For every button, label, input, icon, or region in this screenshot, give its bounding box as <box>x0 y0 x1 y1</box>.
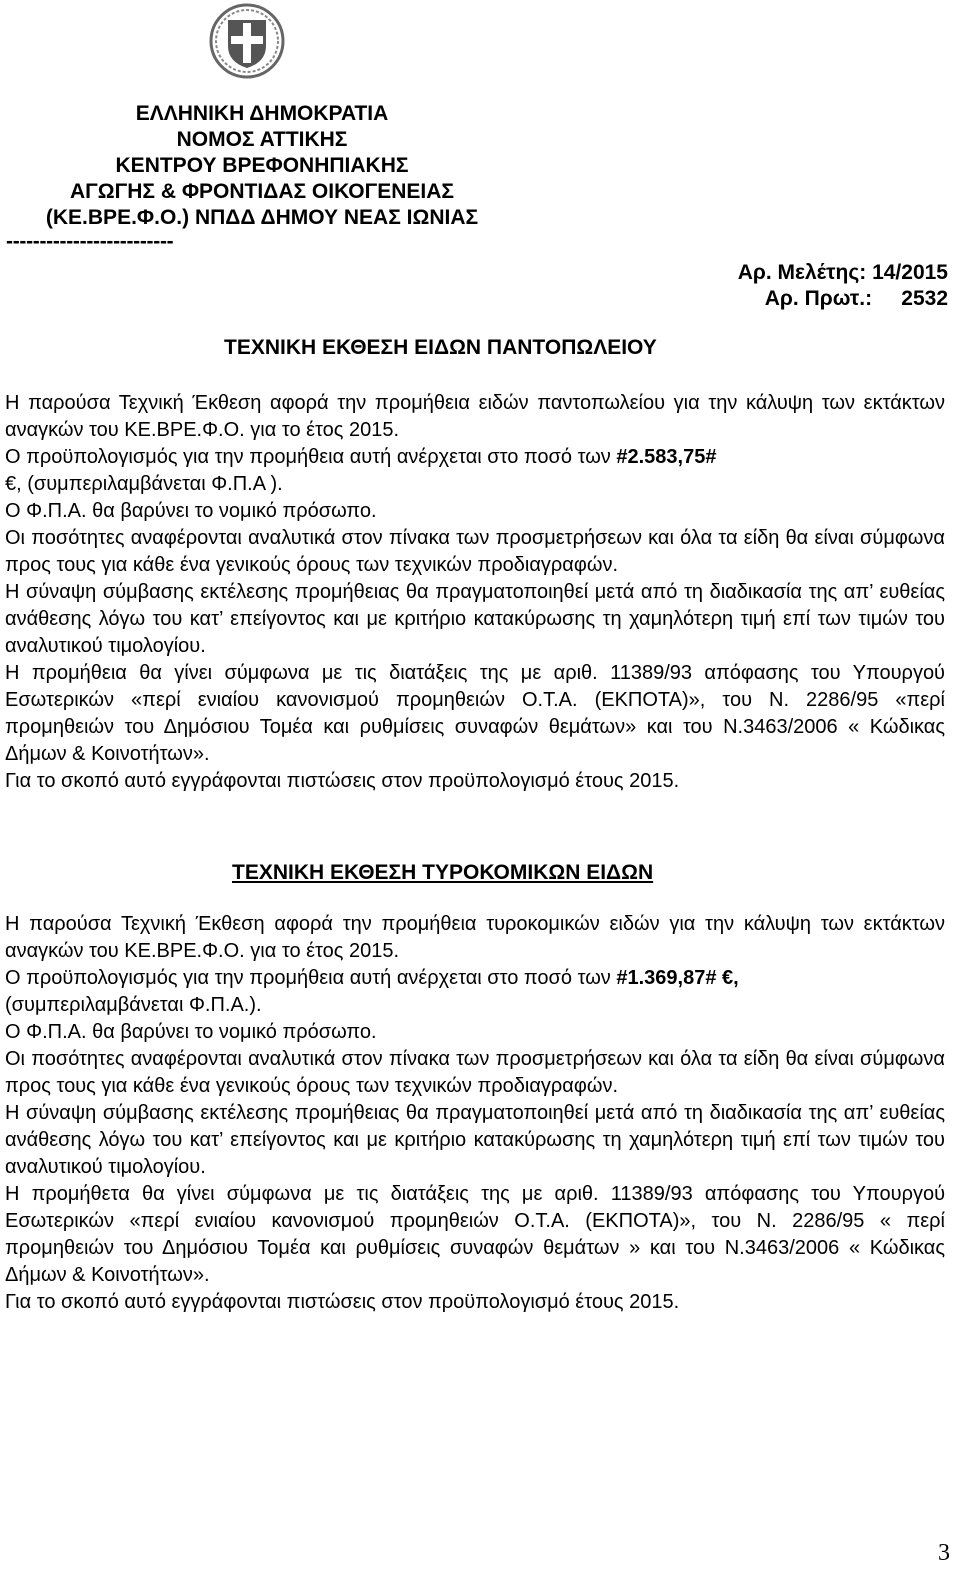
section1-body <box>5 390 945 795</box>
section1-paragraph-6: Η προμήθεια θα γίνει σύμφωνα με τις διατάξεις της με αριθ. 11389/93 απόφασης του Υπουργού Εσωτερικών «περί ενιαίου κανονισμού προμηθειών Ο.Τ.Α. (ΕΚΠΟΤΑ)», του Ν. 2286/95 «περί προμηθειών του Δημόσιου Τομέα και ρυθμίσεις συναφών θεμάτων» και του Ν.3463/2006 « Κώδικας Δήμων & Κοινοτήτων». <box>5 662 945 765</box>
section1-paragraph-5: Η σύναψη σύμβασης εκτέλεσης προμήθειας θα πραγματοποιηθεί μετά από τη διαδικασία της απ’ ευθείας ανάθεσης λόγω του κατ’ επείγοντος και με κριτήριο κατακύρωσης τη χαμηλότερη τιμή επί των τιμών του αναλυτικού τιμολογίου. <box>5 581 945 657</box>
section2-title: ΤΕΧΝΙΚΗ ΕΚΘΕΣΗ ΤΥΡΟΚΟΜΙΚΩΝ ΕΙΔΩΝ <box>232 861 654 884</box>
section2-paragraph-1: Η παρούσα Τεχνική Έκθεση αφορά την προμήθεια τυροκομικών ειδών για την κάλυψη των εκτάκτων αναγκών του ΚΕ.ΒΡΕ.Φ.Ο. για το έτος 2015. <box>5 913 945 962</box>
header-country: ΕΛΛΗΝΙΚΗ ΔΗΜΟΚΡΑΤΙΑ <box>135 102 389 125</box>
section1-paragraph-1: Η παρούσα Τεχνική Έκθεση αφορά την προμήθεια ειδών παντοπωλείου για την κάλυψη των εκτάκτων αναγκών του ΚΕ.ΒΡΕ.Φ.Ο. για το έτος 2015. <box>5 392 945 441</box>
study-number: Αρ. Μελέτης: 14/2015 <box>737 261 948 284</box>
section2-paragraph-3: Ο Φ.Π.Α. θα βαρύνει το νομικό πρόσωπο. <box>5 1021 377 1043</box>
section1-paragraph-7: Για το σκοπό αυτό εγγράφονται πιστώσεις στον προϋπολογισμό έτους 2015. <box>5 770 680 792</box>
section1-budget-paragraph <box>5 444 945 498</box>
section1-paragraph-3: Ο Φ.Π.Α. θα βαρύνει το νομικό πρόσωπο. <box>5 500 377 522</box>
header-prefecture: ΝΟΜΟΣ ΑΤΤΙΚΗΣ <box>176 128 348 151</box>
section2-paragraph-7: Για το σκοπό αυτό εγγράφονται πιστώσεις στον προϋπολογισμό έτους 2015. <box>5 1291 680 1313</box>
vat-note: (συμπεριλαμβάνεται Φ.Π.Α.). <box>5 994 262 1016</box>
section2-body <box>5 911 945 1316</box>
issuer-header <box>2 101 522 231</box>
page-number: 3 <box>938 1540 950 1566</box>
greek-coat-of-arms-icon <box>208 2 286 80</box>
protocol-number: Αρ. Πρωτ.: 2532 <box>764 287 948 310</box>
vat-note: (συμπεριλαμβάνεται Φ.Π.Α ). <box>21 473 283 495</box>
section1-title: ΤΕΧΝΙΚΗ ΕΚΘΕΣΗ ΕΙΔΩΝ ΠΑΝΤΟΠΩΛΕΙΟΥ <box>224 336 657 359</box>
budget-text: Ο προϋπολογισμός για την προμήθεια αυτή ανέρχεται στο ποσό των <box>5 967 617 989</box>
section2-paragraph-6: Η προμήθετα θα γίνει σύμφωνα με τις διατάξεις της με αριθ. 11389/93 απόφασης του Υπουργού Εσωτερικών «περί ενιαίου κανονισμού προμηθειών Ο.Τ.Α. (ΕΚΠΟΤΑ)», του Ν. 2286/95 « περί προμηθειών του Δημόσιου Τομέα και ρυθμίσεις συναφών θεμάτων » και του Ν.3463/2006 « Κώδικας Δήμων & Κοινοτήτων». <box>5 1183 945 1286</box>
section2-paragraph-5: Η σύναψη σύμβασης εκτέλεσης προμήθειας θα πραγματοποιηθεί μετά από τη διαδικασία της απ’ ευθείας ανάθεσης λόγω του κατ’ επείγοντος και με κριτήριο κατακύρωσης τη χαμηλότερη τιμή επί των τιμών του αναλυτικού τιμολογίου. <box>5 1102 945 1178</box>
header-organization-line2: ΑΓΩΓΗΣ & ΦΡΟΝΤΙΔΑΣ ΟΙΚΟΓΕΝΕΙΑΣ <box>69 180 455 203</box>
budget-amount: #2.583,75# <box>616 446 717 468</box>
section1-paragraph-4: Οι ποσότητες αναφέρονται αναλυτικά στον πίνακα των προσμετρήσεων και όλα τα είδη θα είναι σύμφωνα προς τους για κάθε ένα γενικούς όρους των τεχνικών προδιαγραφών. <box>5 527 945 576</box>
header-divider: ------------------------- <box>6 230 174 253</box>
budget-amount: #1.369,87# €, <box>616 967 739 989</box>
section2-paragraph-4: Οι ποσότητες αναφέρονται αναλυτικά στον πίνακα των προσμετρήσεων και όλα τα είδη θα είναι σύμφωνα προς τους για κάθε ένα γενικούς όρους των τεχνικών προδιαγραφών. <box>5 1048 945 1097</box>
section2-budget-paragraph <box>5 965 945 1019</box>
header-organization-line3: (ΚΕ.ΒΡΕ.Φ.Ο.) ΝΠΔΔ ΔΗΜΟΥ ΝΕΑΣ ΙΩΝΙΑΣ <box>45 206 479 229</box>
euro-sign: €, <box>5 473 22 495</box>
header-organization-line1: ΚΕΝΤΡΟΥ ΒΡΕΦΟΝΗΠΙΑΚΗΣ <box>115 154 409 177</box>
budget-text: Ο προϋπολογισμός για την προμήθεια αυτή ανέρχεται στο ποσό των <box>5 446 617 468</box>
